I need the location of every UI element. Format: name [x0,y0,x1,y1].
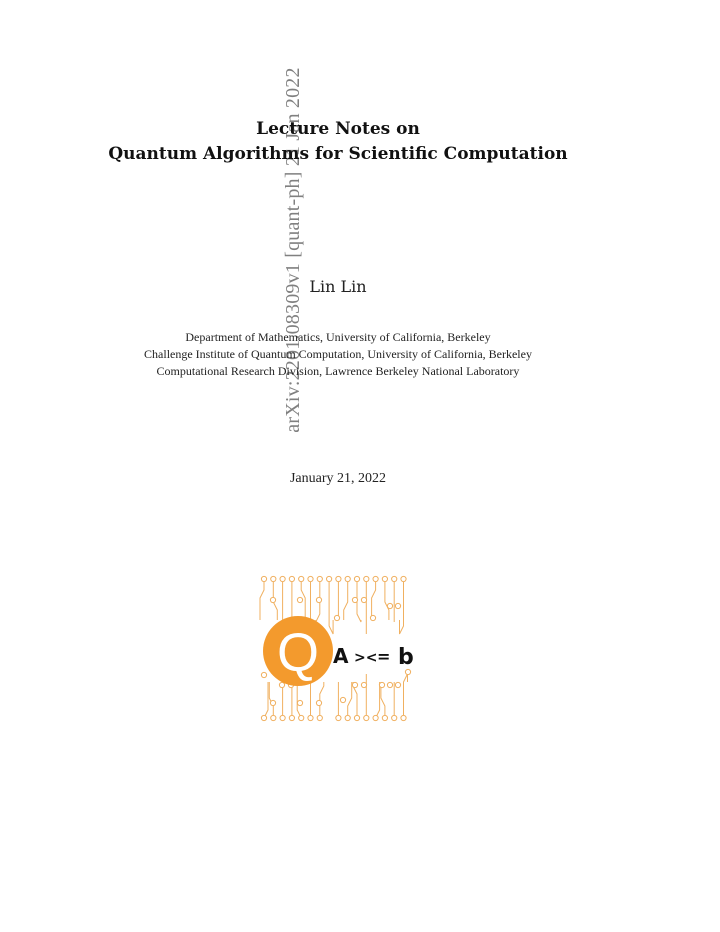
circuit-trace [376,682,380,718]
circuit-node [373,576,378,581]
circuit-trace [329,579,333,634]
circuit-node [308,715,313,720]
circuit-trace [344,579,348,620]
circuit-node [297,597,302,602]
circuit-node [289,576,294,581]
circuit-node [334,615,339,620]
equation-ket: >< [354,650,378,666]
circuit-node [261,672,266,677]
circuit-node [271,576,276,581]
circuit-node [392,715,397,720]
circuit-node [382,715,387,720]
circuit-node [401,715,406,720]
circuit-node [395,682,400,687]
publication-date: January 21, 2022 [289,471,387,486]
circuit-node [317,715,322,720]
circuit-node [270,597,275,602]
circuit-node [370,615,375,620]
circuit-node [364,715,369,720]
circuit-node [361,597,366,602]
circuit-node [373,715,378,720]
circuit-node [364,576,369,581]
affiliation-3: Computational Research Division, Lawrence Berkeley National Laboratory [156,364,520,378]
circuit-node [308,576,313,581]
circuit-node [395,603,400,608]
logo-q-letter: Q [276,623,320,683]
arxiv-identifier-stamp: arXiv:2201.08309v1 [quant-ph] 21 Jan 2022 [282,67,304,433]
circuit-node [327,576,332,581]
circuit-trace [264,682,268,718]
circuit-node [299,576,304,581]
circuit-trace [385,579,389,620]
circuit-trace [348,682,352,718]
equation-a: A [333,644,349,668]
author-name: Lin Lin [309,277,367,296]
circuit-node [354,715,359,720]
circuit-node [392,576,397,581]
circuit-node [382,576,387,581]
circuit-node [336,576,341,581]
affiliation-2: Challenge Institute of Quantum Computation, University of California, Berkeley [144,347,532,361]
logo-equation [333,644,414,670]
title-line-1: Lecture Notes on [256,119,420,139]
circuit-node [340,697,345,702]
circuit-node [387,682,392,687]
circuit-node [354,576,359,581]
circuit-node [352,682,357,687]
affiliation-1: Department of Mathematics, University of California, Berkeley [185,330,491,344]
circuit-trace [372,579,376,620]
circuit-node [299,715,304,720]
circuit-node [261,576,266,581]
circuit-node [261,715,266,720]
title-line-2: Quantum Algorithms for Scientific Computation [108,144,568,164]
circuit-node [279,682,284,687]
circuit-node [280,715,285,720]
paper-title [60,117,616,167]
quantum-circuit-logo [256,570,420,728]
circuit-trace [260,579,264,620]
circuit-node [401,576,406,581]
circuit-trace [320,682,324,718]
circuit-node [270,700,275,705]
circuit-node [280,576,285,581]
circuit-node [361,682,366,687]
circuit-node [345,715,350,720]
circuit-node [352,597,357,602]
logo-graphic [256,570,420,728]
circuit-node [316,700,321,705]
circuit-node [405,669,410,674]
circuit-trace [404,674,408,718]
circuit-node [297,700,302,705]
circuit-node [379,682,384,687]
circuit-node [289,715,294,720]
affiliation-list [40,329,636,380]
equation-b: b [398,645,414,670]
circuit-node [345,576,350,581]
circuit-node [387,603,392,608]
circuit-node [316,597,321,602]
circuit-node [336,715,341,720]
equation-equals: = [377,647,391,666]
circuit-node [271,715,276,720]
circuit-node [317,576,322,581]
